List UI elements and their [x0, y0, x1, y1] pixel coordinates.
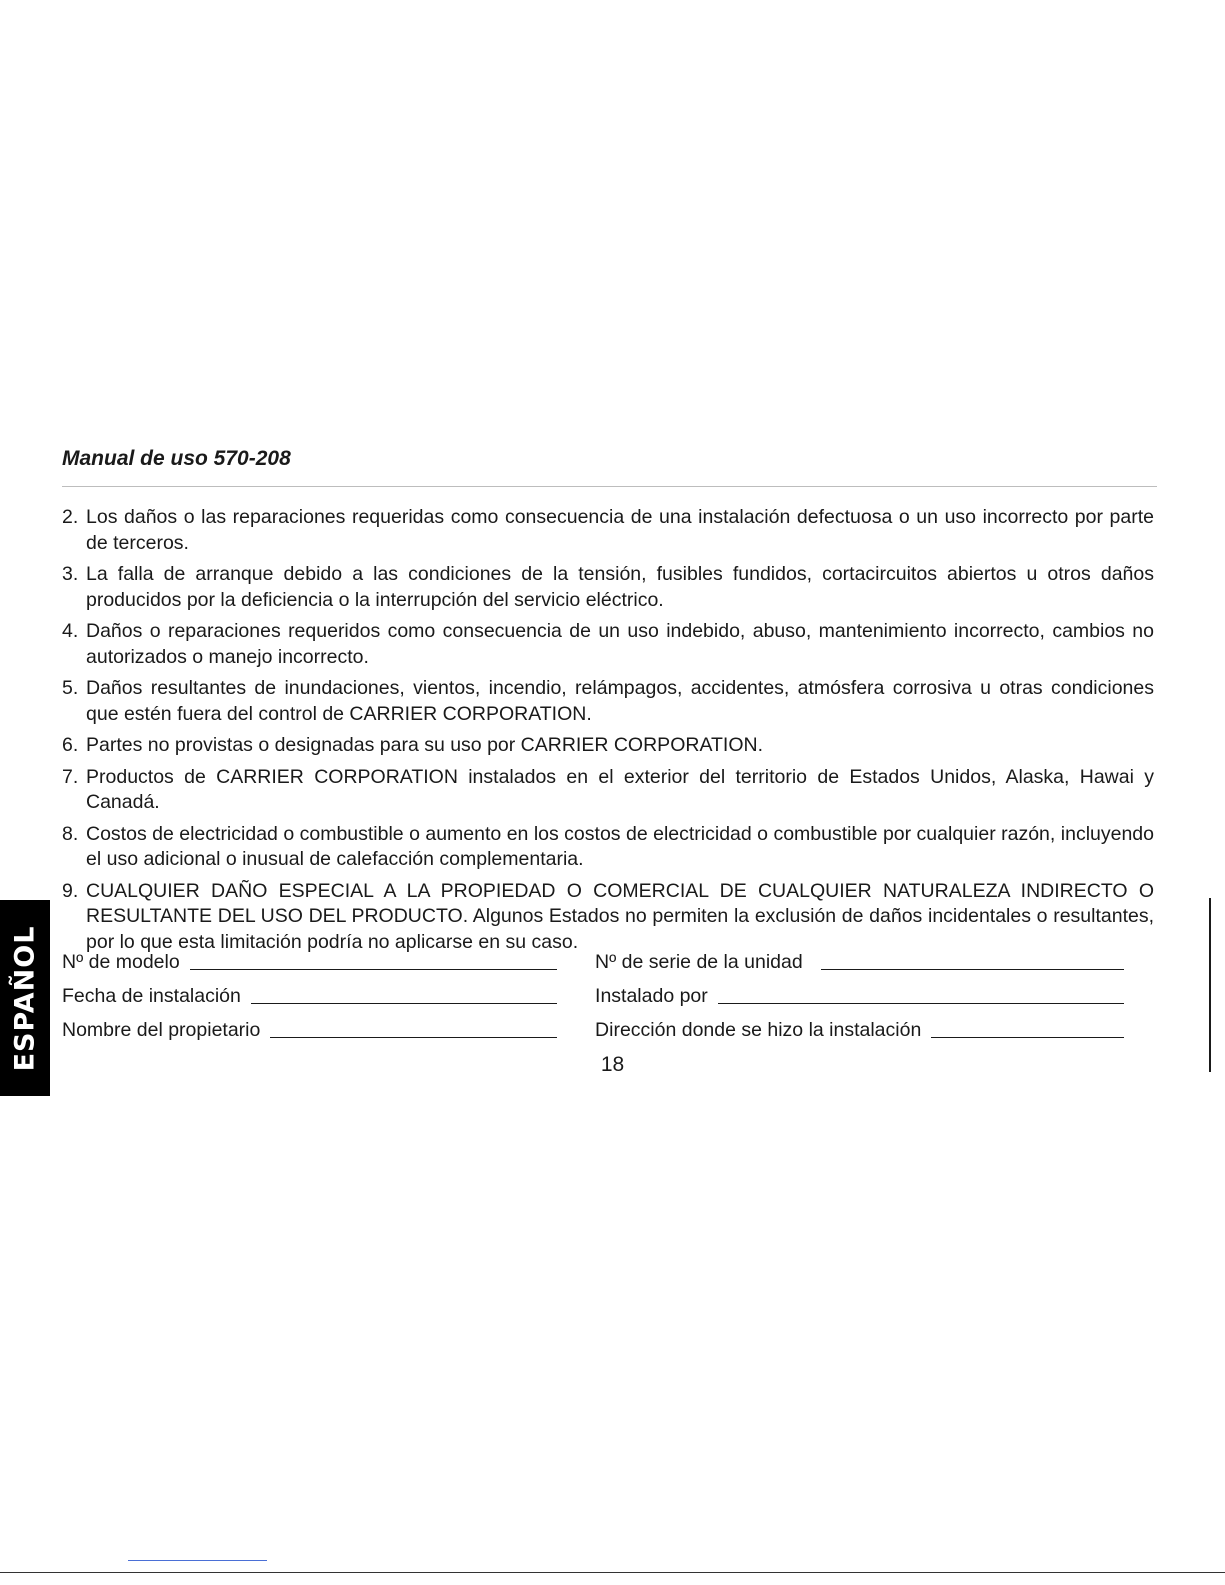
item-number: 4. — [62, 620, 79, 642]
item-number: 2. — [62, 506, 79, 528]
page-edge-mark — [1209, 898, 1211, 1072]
item-text: Costos de electricidad o combustible o aumento en los costos de electricidad o combustible por cualquier razón, incluyendo el uso adicional o inusual de calefacción complementaria. — [86, 822, 1154, 870]
list-item — [62, 619, 1154, 670]
install-date-label: Fecha de instalación — [62, 985, 241, 1007]
serial-field[interactable] — [595, 951, 1124, 974]
model-blank-line[interactable] — [190, 969, 557, 970]
bottom-link-underline — [128, 1560, 267, 1561]
serial-label: Nº de serie de la unidad — [595, 951, 803, 973]
manual-title: Manual de uso 570-208 — [62, 447, 291, 470]
owner-blank-line[interactable] — [270, 1037, 557, 1038]
item-text: Daños o reparaciones requeridos como consecuencia de un uso indebido, abuso, mantenimiento incorrecto, cambios no autorizados o manejo incorrecto. — [86, 620, 1154, 668]
item-number: 3. — [62, 563, 79, 585]
serial-blank-line[interactable] — [821, 969, 1124, 970]
list-item — [62, 822, 1154, 873]
item-text: La falla de arranque debido a las condiciones de la tensión, fusibles fundidos, cortacircuitos abiertos u otros daños producidos por la deficiencia o la interrupción del servicio eléctrico. — [86, 563, 1154, 611]
item-text: Productos de CARRIER CORPORATION instalados en el exterior del territorio de Estados Unidos, Alaska, Hawai y Canadá. — [86, 765, 1154, 813]
form-row — [62, 940, 1124, 974]
item-number: 8. — [62, 822, 79, 845]
item-text: Partes no provistas o designadas para su uso por CARRIER CORPORATION. — [86, 734, 763, 756]
owner-field[interactable] — [62, 1019, 557, 1042]
bottom-divider — [0, 1572, 1225, 1573]
registration-form — [62, 940, 1124, 1042]
installed-by-label: Instalado por — [595, 985, 708, 1007]
install-date-field[interactable] — [62, 985, 557, 1008]
language-tab-label: ESPAÑOL — [9, 925, 41, 1071]
form-row — [62, 1008, 1124, 1042]
item-text: Daños resultantes de inundaciones, vientos, incendio, relámpagos, accidentes, atmósfera corrosiva u otras condiciones que estén fuera del control de CARRIER CORPORATION. — [86, 677, 1154, 725]
list-item — [62, 733, 1154, 759]
page-number: 18 — [600, 1053, 625, 1076]
list-item — [62, 765, 1154, 816]
owner-label: Nombre del propietario — [62, 1019, 261, 1041]
address-label: Dirección donde se hizo la instalación — [595, 1019, 922, 1041]
install-date-blank-line[interactable] — [251, 1003, 557, 1004]
list-item — [62, 676, 1154, 727]
form-row — [62, 974, 1124, 1008]
item-number: 7. — [62, 765, 79, 788]
item-text: Los daños o las reparaciones requeridas como consecuencia de una instalación defectuosa o un uso incorrecto por parte de terceros. — [86, 506, 1154, 554]
exclusions-list — [62, 505, 1154, 961]
item-number: 9. — [62, 879, 79, 902]
model-label: Nº de modelo — [62, 951, 180, 973]
item-text: CUALQUIER DAÑO ESPECIAL A LA PROPIEDAD O COMERCIAL DE CUALQUIER NATURALEZA INDIRECTO O RESULTANTE DEL USO DEL PRODUCTO. Algunos Estados no permiten la exclusión de daños incidentales o resultantes, por lo que esta limitación podría no aplicarse en su caso. — [86, 879, 1154, 953]
header-divider — [62, 486, 1157, 487]
address-blank-line[interactable] — [931, 1037, 1124, 1038]
list-item — [62, 562, 1154, 613]
address-field[interactable] — [595, 1019, 1124, 1042]
list-item — [62, 505, 1154, 556]
item-number: 6. — [62, 734, 79, 756]
item-number: 5. — [62, 677, 79, 699]
installed-by-field[interactable] — [595, 985, 1124, 1008]
installed-by-blank-line[interactable] — [718, 1003, 1124, 1004]
model-field[interactable] — [62, 951, 557, 974]
